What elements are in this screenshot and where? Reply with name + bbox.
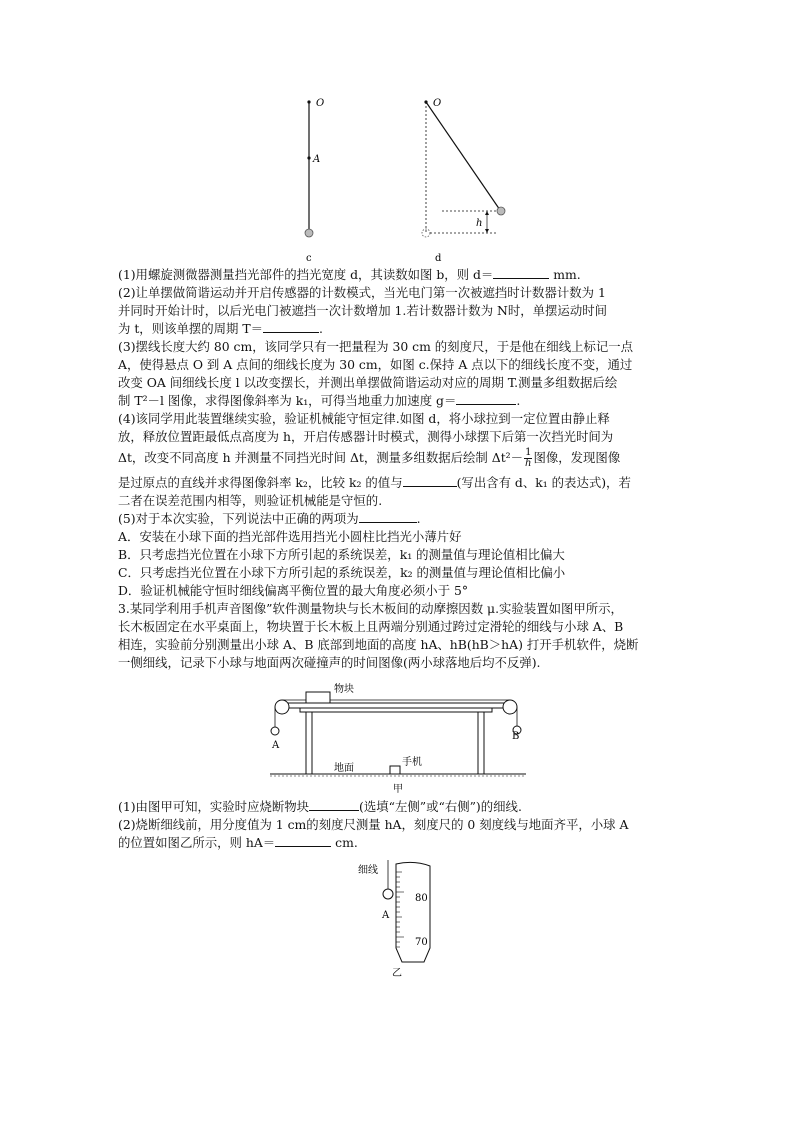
q3-line-4: 一侧细线，记录下小球与地面两次碰撞声的时间图像(两小球落地后均不反弹). (118, 655, 541, 670)
ball-a (271, 727, 279, 735)
pendulum-string (426, 102, 500, 210)
answer-blank-ha[interactable] (275, 834, 331, 847)
mark-point-a (307, 156, 310, 159)
q2-line-14: (5)对于本次实验，下列说法中正确的两项为 . (118, 511, 421, 526)
label-b: B (512, 731, 520, 742)
q2-line-13: 二者在误差范围内相等，则验证机械能是守恒的. (118, 493, 383, 508)
q2-line-9: (4)该同学用此装置继续实验，验证机械能守恒定律.如图 d，将小球拉到一定位置由静止释 (118, 411, 610, 426)
pulley-left (275, 700, 289, 714)
label-o: O (433, 98, 442, 109)
fraction-one-over-h: $\frac{1}{h}$ (525, 447, 532, 469)
option-b: B．只考虑挡光位置在小球下方所引起的系统误差，k₁ 的测量值与理论值相比偏大 (118, 547, 565, 562)
q3-line-3: 相连，实验前分别测量出小球 A、B 底部到地面的高度 hA、hB(hB＞hA) 打开手机软件，烧断 (118, 637, 639, 652)
figure-caption: d (435, 253, 442, 264)
q2-line-5: (3)摆线长度大约 80 cm，该同学只有一把量程为 30 cm 的刻度尺，于是他在细线上标记一点 (118, 339, 634, 354)
figure-caption: 甲 (393, 784, 403, 795)
answer-blank-side[interactable] (309, 798, 359, 811)
tick-70: 70 (415, 937, 428, 948)
figure-d (414, 92, 514, 264)
label-a: A (272, 740, 280, 751)
pendulum-ball (497, 207, 505, 215)
ball-a (383, 889, 393, 899)
q2-line-6: A，使得悬点 O 到 A 点间的细线长度为 30 cm，如图 c.保持 A 点以下的细线长度不变，通过 (118, 357, 633, 372)
q2-line-1: (1)用螺旋测微器测量挡光部件的挡光宽度 d，其读数如图 b，则 d＝ mm. (118, 267, 581, 282)
q3-line-1: 3.某同学利用手机声音图像”软件测量物块与长木板间的动摩擦因数 μ.实验装置如图甲所示， (118, 601, 623, 616)
q2-line-12: 是过原点的直线并求得图像斜率 k₂，比较 k₂ 的值与 (写出含有 d、k₁ 的表达式)，若 (118, 475, 631, 490)
pendulum-ball (305, 229, 313, 237)
option-d: D．验证机械能守恒时细线偏离平衡位置的最大角度必须小于 5° (118, 583, 469, 598)
arrow-head-down (485, 229, 489, 233)
q2-line-3: 并同时开始计时，以后光电门被遮挡一次计数增加 1.若计数器计数为 N时，单摆运动时间 (118, 303, 607, 318)
answer-blank-g[interactable] (456, 392, 516, 405)
figure-jia (266, 680, 530, 796)
long-board (282, 703, 510, 708)
label-o: O (316, 98, 325, 109)
label-ground: 地面 (334, 763, 354, 774)
q2-line-11: Δt，改变不同高度 h 并测量不同挡光时间 Δt，测量多组数据后绘制 Δt²－ $\frac{1}{h}$ 图像，发现图像 (118, 447, 621, 469)
figure-caption: 乙 (392, 968, 402, 978)
label-thread: 细线 (358, 865, 378, 876)
figure-caption: c (306, 253, 312, 264)
q3-sub-2b: 的位置如图乙所示，则 hA＝ cm. (118, 835, 358, 850)
tick-80: 80 (415, 893, 428, 904)
q3-sub-2: (2)烧断细线前，用分度值为 1 cm的刻度尺测量 hA，刻度尺的 0 刻度线与地面齐平，小球 A (118, 817, 629, 832)
figure-yi (352, 856, 442, 978)
q3-sub-1: (1)由图甲可知，实验时应烧断物块 (选填“左侧”或“右侧”)的细线. (118, 799, 522, 814)
pulley-right (503, 700, 517, 714)
arrow-head-up (485, 211, 489, 215)
answer-blank-t[interactable] (263, 320, 319, 333)
q2-line-2: (2)让单摆做简谐运动并开启传感器的计数模式，当光电门第一次被遮挡时计数器计数为 1 (118, 285, 606, 300)
table-leg-right (478, 712, 484, 774)
option-c: C．只考虑挡光位置在小球下方所引起的系统误差，k₂ 的测量值与理论值相比偏小 (118, 565, 566, 580)
q2-line-4: 为 t，则该单摆的周期 T＝ . (118, 321, 323, 336)
label-block: 物块 (334, 684, 354, 695)
table-leg-left (306, 712, 312, 774)
q3-line-2: 长木板固定在水平桌面上，物块置于长木板上且两端分别通过跨过定滑轮的细线与小球 A、B (118, 619, 624, 634)
figure-c (290, 92, 340, 264)
block (306, 692, 330, 703)
answer-blank-expression[interactable] (403, 474, 457, 487)
table-top (300, 708, 492, 712)
q2-line-10: 放，释放位置距最低点高度为 h，开启传感器计时模式，测得小球摆下后第一次挡光时间为 (118, 429, 614, 444)
answer-blank-options[interactable] (359, 510, 417, 523)
answer-blank-d[interactable] (493, 266, 549, 279)
label-a: A (313, 154, 321, 165)
phone (390, 766, 400, 774)
q2-line-8: 制 T²－l 图像，求得图像斜率为 k₁，可得当地重力加速度 g＝ . (118, 393, 521, 408)
option-a: A．安装在小球下面的挡光部件选用挡光小圆柱比挡光小薄片好 (118, 529, 462, 544)
label-h: h (476, 218, 483, 229)
label-a: A (382, 910, 390, 921)
q2-line-7: 改变 OA 间细线长度 l 以改变摆长，并测出单摆做简谐运动对应的周期 T.测量多组数据后绘 (118, 375, 618, 390)
label-phone: 手机 (402, 757, 422, 768)
